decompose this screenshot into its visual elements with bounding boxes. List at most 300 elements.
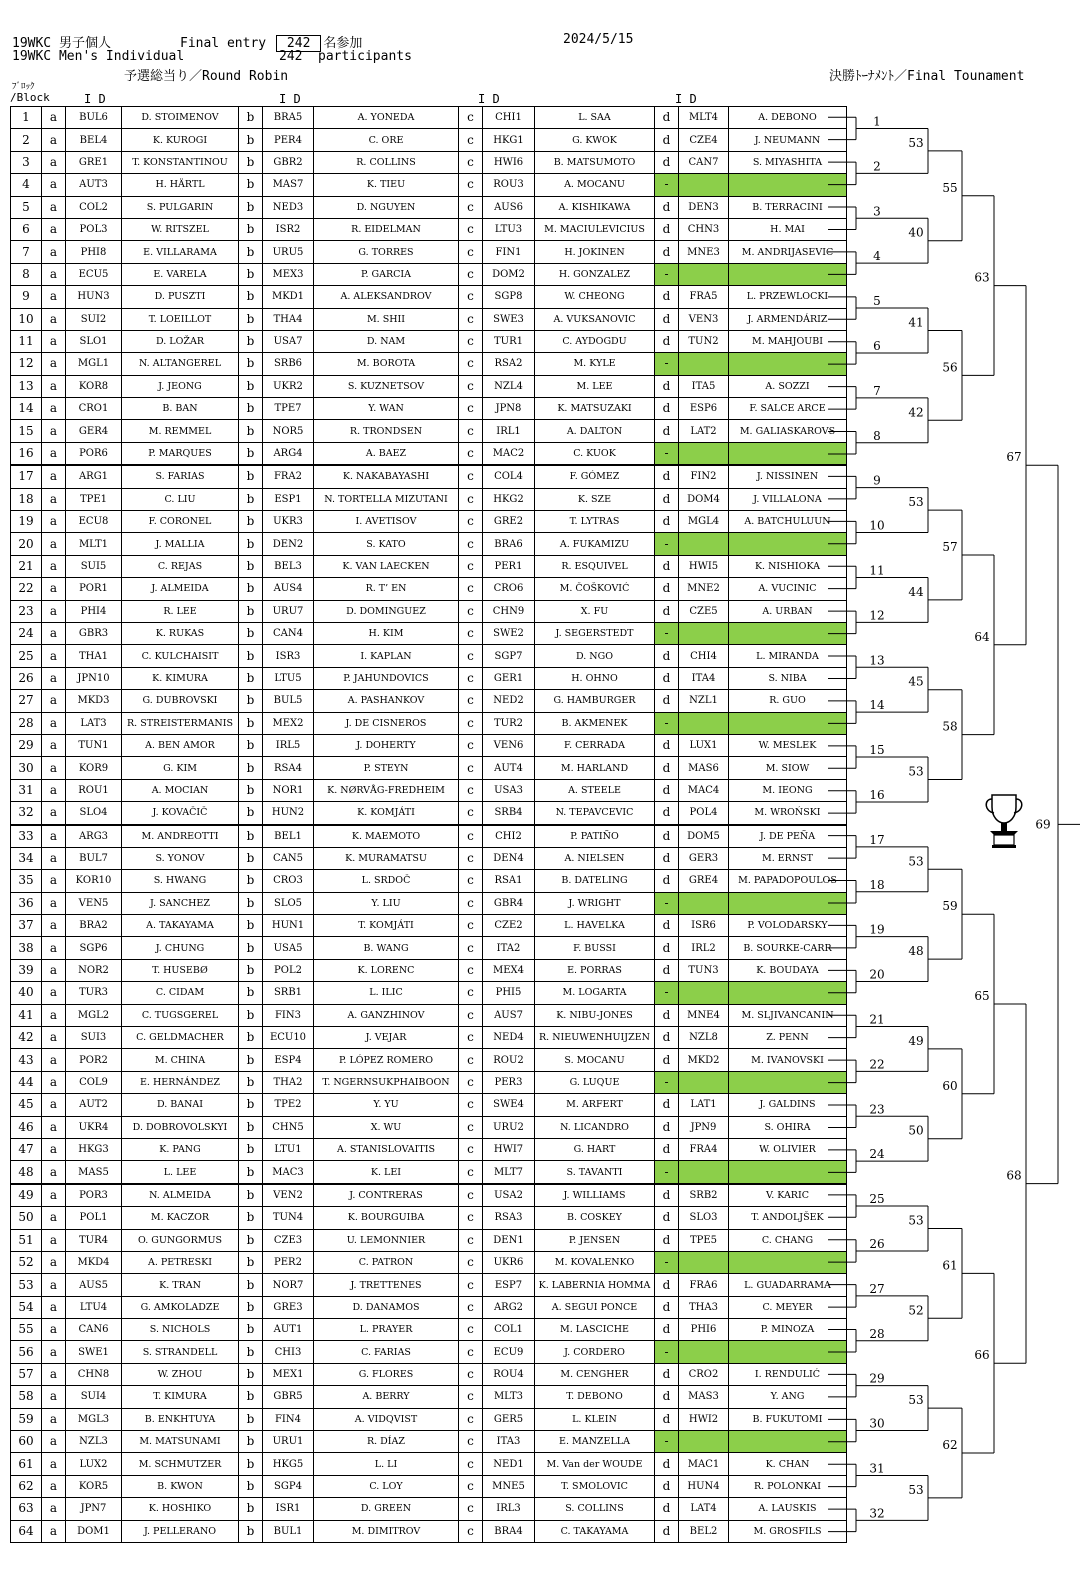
id-a: JPN10 bbox=[66, 667, 122, 689]
id-c: DEN1 bbox=[483, 1229, 535, 1251]
round3-label: 62 bbox=[942, 1438, 958, 1452]
name-a: W. RITSZEL bbox=[122, 218, 239, 240]
id-d: TUN3 bbox=[679, 959, 729, 981]
id-header-d: I D bbox=[675, 92, 697, 106]
id-a: TUR3 bbox=[66, 982, 122, 1004]
name-d: M. WROŃSKI bbox=[729, 802, 847, 825]
block-a: a bbox=[42, 1229, 66, 1251]
name-c: M. KOVALENKO bbox=[535, 1251, 655, 1273]
name-b: C. ORE bbox=[314, 129, 459, 151]
name-b: M. SHII bbox=[314, 308, 459, 330]
id-c: GER1 bbox=[483, 667, 535, 689]
block-b: b bbox=[239, 1498, 263, 1520]
name-a: C. TUGSGEREL bbox=[122, 1004, 239, 1026]
name-c: M. ČOŠKOVIĆ bbox=[535, 578, 655, 600]
name-a: S. FARIAS bbox=[122, 465, 239, 488]
id-a: CAN6 bbox=[66, 1319, 122, 1341]
round2-label: 53 bbox=[908, 1213, 924, 1228]
name-a: W. ZHOU bbox=[122, 1363, 239, 1385]
name-c: N. LICANDRO bbox=[535, 1116, 655, 1138]
id-a: MGL3 bbox=[66, 1408, 122, 1430]
block-c: c bbox=[459, 263, 483, 285]
name-b: A. PASHANKOV bbox=[314, 690, 459, 712]
block-a: a bbox=[42, 1475, 66, 1497]
id-d: ESP6 bbox=[679, 398, 729, 420]
name-d: M. IEONG bbox=[729, 779, 847, 801]
name-c: A. DALTON bbox=[535, 420, 655, 442]
block-d: d bbox=[655, 1274, 679, 1296]
id-a: BUL6 bbox=[66, 107, 122, 129]
row-number: 37 bbox=[11, 915, 42, 937]
block-a: a bbox=[42, 1251, 66, 1273]
name-a: M. ANDREOTTI bbox=[122, 825, 239, 848]
row-number: 32 bbox=[11, 802, 42, 825]
id-a: ARG1 bbox=[66, 465, 122, 488]
block-b: b bbox=[239, 465, 263, 488]
block-c: c bbox=[459, 667, 483, 689]
id-d: LAT4 bbox=[679, 1498, 729, 1520]
block-c: c bbox=[459, 555, 483, 577]
title-en: 19WKC Men's Individual bbox=[12, 49, 185, 64]
block-a: a bbox=[42, 1184, 66, 1207]
block-c: c bbox=[459, 442, 483, 465]
row-number: 35 bbox=[11, 870, 42, 892]
block-d: d bbox=[655, 825, 679, 848]
final-entry-count: 242 bbox=[276, 35, 321, 52]
name-b: L. PRAYER bbox=[314, 1319, 459, 1341]
name-d: J. DE PEÑA bbox=[729, 825, 847, 848]
id-b: LTU5 bbox=[263, 667, 314, 689]
round2-label: 53 bbox=[908, 854, 924, 869]
block-b: b bbox=[239, 1319, 263, 1341]
id-a: GBR3 bbox=[66, 622, 122, 644]
name-b: M. BOROTA bbox=[314, 353, 459, 375]
id-a: KOR5 bbox=[66, 1475, 122, 1497]
seed-label: 14 bbox=[869, 698, 885, 713]
row-number: 7 bbox=[11, 241, 42, 263]
block-c: c bbox=[459, 196, 483, 218]
block-d: d bbox=[655, 1475, 679, 1497]
name-b: K. MURAMATSU bbox=[314, 847, 459, 869]
block-d: - bbox=[655, 1431, 679, 1453]
id-a: COL2 bbox=[66, 196, 122, 218]
block-d: d bbox=[655, 511, 679, 533]
block-b: b bbox=[239, 107, 263, 129]
name-c: M. Van der WOUDE bbox=[535, 1453, 655, 1475]
block-d: d bbox=[655, 1296, 679, 1318]
id-a: MGL1 bbox=[66, 353, 122, 375]
name-c: H. GONZALEZ bbox=[535, 263, 655, 285]
name-a: D. PUSZTI bbox=[122, 286, 239, 308]
name-a: T. KONSTANTINOU bbox=[122, 151, 239, 173]
name-c: C. TAKAYAMA bbox=[535, 1520, 655, 1542]
block-b: b bbox=[239, 1431, 263, 1453]
id-b: GBR5 bbox=[263, 1386, 314, 1408]
name-b: Y. LIU bbox=[314, 892, 459, 914]
name-b: D. NGUYEN bbox=[314, 196, 459, 218]
name-b: S. KATO bbox=[314, 533, 459, 555]
block-d: - bbox=[655, 712, 679, 734]
seed-label: 12 bbox=[869, 608, 885, 623]
id-c: CHN9 bbox=[483, 600, 535, 622]
name-b: P. LÓPEZ ROMERO bbox=[314, 1049, 459, 1071]
id-d: LAT2 bbox=[679, 420, 729, 442]
block-b: b bbox=[239, 937, 263, 959]
id-a: SUI2 bbox=[66, 308, 122, 330]
id-b: ISR1 bbox=[263, 1498, 314, 1520]
id-d: MAC4 bbox=[679, 779, 729, 801]
row-number: 13 bbox=[11, 375, 42, 397]
block-b: b bbox=[239, 600, 263, 622]
block-c: c bbox=[459, 1363, 483, 1385]
block-b: b bbox=[239, 129, 263, 151]
row-number: 59 bbox=[11, 1408, 42, 1430]
block-c: c bbox=[459, 959, 483, 981]
name-a: M. REMMEL bbox=[122, 420, 239, 442]
id-c: MLT3 bbox=[483, 1386, 535, 1408]
id-d: CHN3 bbox=[679, 218, 729, 240]
id-b: HUN2 bbox=[263, 802, 314, 825]
id-c: RSA2 bbox=[483, 353, 535, 375]
name-c: M. KYLE bbox=[535, 353, 655, 375]
row-number: 3 bbox=[11, 151, 42, 173]
seed-label: 13 bbox=[869, 653, 885, 668]
block-d: d bbox=[655, 870, 679, 892]
block-b: b bbox=[239, 1094, 263, 1116]
id-c: SWE2 bbox=[483, 622, 535, 644]
id-c: HWI6 bbox=[483, 151, 535, 173]
block-label-jp: ﾌﾞﾛｯｸ bbox=[12, 82, 35, 92]
name-a: M. SCHMUTZER bbox=[122, 1453, 239, 1475]
block-b: b bbox=[239, 1004, 263, 1026]
name-d: K. NISHIOKA bbox=[729, 555, 847, 577]
seed-label: 9 bbox=[873, 473, 881, 488]
id-d: MAC1 bbox=[679, 1453, 729, 1475]
title-jp: 19WKC 男子個人 bbox=[12, 36, 111, 51]
block-c: c bbox=[459, 1341, 483, 1363]
name-a: P. MARQUES bbox=[122, 442, 239, 465]
name-c: L. HAVELKA bbox=[535, 915, 655, 937]
name-b: D. GREEN bbox=[314, 1498, 459, 1520]
name-a: C. KULCHAISIT bbox=[122, 645, 239, 667]
name-a: K. HOSHIKO bbox=[122, 1498, 239, 1520]
id-d: CZE5 bbox=[679, 600, 729, 622]
row-number: 27 bbox=[11, 690, 42, 712]
id-d: FRA6 bbox=[679, 1274, 729, 1296]
id-b: FIN3 bbox=[263, 1004, 314, 1026]
row-number: 24 bbox=[11, 622, 42, 644]
block-b: b bbox=[239, 1071, 263, 1093]
date: 2024/5/15 bbox=[563, 32, 634, 47]
id-c: HWI7 bbox=[483, 1138, 535, 1160]
id-a: SUI3 bbox=[66, 1027, 122, 1049]
name-b: G. TORRES bbox=[314, 241, 459, 263]
name-a: C. GELDMACHER bbox=[122, 1027, 239, 1049]
block-a: a bbox=[42, 1027, 66, 1049]
block-a: a bbox=[42, 555, 66, 577]
name-b: X. WU bbox=[314, 1116, 459, 1138]
id-c: NED4 bbox=[483, 1027, 535, 1049]
block-c: c bbox=[459, 420, 483, 442]
id-c: ARG2 bbox=[483, 1296, 535, 1318]
name-d: J. NISSINEN bbox=[729, 465, 847, 488]
id-c: ESP7 bbox=[483, 1274, 535, 1296]
name-c: M. CENGHER bbox=[535, 1363, 655, 1385]
id-a: VEN5 bbox=[66, 892, 122, 914]
block-a: a bbox=[42, 712, 66, 734]
id-a: MGL2 bbox=[66, 1004, 122, 1026]
row-number: 43 bbox=[11, 1049, 42, 1071]
row-number: 12 bbox=[11, 353, 42, 375]
name-c: A. STEELE bbox=[535, 779, 655, 801]
row-number: 64 bbox=[11, 1520, 42, 1542]
id-b: PER4 bbox=[263, 129, 314, 151]
name-a: S. PULGARIN bbox=[122, 196, 239, 218]
row-number: 5 bbox=[11, 196, 42, 218]
id-b: BUL1 bbox=[263, 1520, 314, 1542]
row-number: 11 bbox=[11, 330, 42, 352]
name-a: B. KWON bbox=[122, 1475, 239, 1497]
id-a: MLT1 bbox=[66, 533, 122, 555]
row-number: 16 bbox=[11, 442, 42, 465]
row-number: 10 bbox=[11, 308, 42, 330]
name-d: A. SOZZI bbox=[729, 375, 847, 397]
seed-label: 23 bbox=[869, 1102, 885, 1117]
id-d: HWI5 bbox=[679, 555, 729, 577]
name-a: K. KIMURA bbox=[122, 667, 239, 689]
row-number: 60 bbox=[11, 1431, 42, 1453]
id-b: AUS4 bbox=[263, 578, 314, 600]
block-d: d bbox=[655, 959, 679, 981]
row-number: 47 bbox=[11, 1138, 42, 1160]
id-b: CHN5 bbox=[263, 1116, 314, 1138]
round4-label: 65 bbox=[974, 989, 990, 1003]
block-c: c bbox=[459, 218, 483, 240]
name-a: J. MALLIA bbox=[122, 533, 239, 555]
id-a: POL3 bbox=[66, 218, 122, 240]
block-a: a bbox=[42, 263, 66, 285]
id-c: GBR4 bbox=[483, 892, 535, 914]
name-a: C. REJAS bbox=[122, 555, 239, 577]
id-a: LAT3 bbox=[66, 712, 122, 734]
name-b: J. VEJAR bbox=[314, 1027, 459, 1049]
block-c: c bbox=[459, 1453, 483, 1475]
id-a: PHI4 bbox=[66, 600, 122, 622]
name-a: M. MATSUNAMI bbox=[122, 1431, 239, 1453]
id-a: HUN3 bbox=[66, 286, 122, 308]
id-b: BEL1 bbox=[263, 825, 314, 848]
id-c: SGP7 bbox=[483, 645, 535, 667]
row-number: 63 bbox=[11, 1498, 42, 1520]
id-b: FIN4 bbox=[263, 1408, 314, 1430]
id-d: CRO2 bbox=[679, 1363, 729, 1385]
block-b: b bbox=[239, 330, 263, 352]
name-d: K. CHAN bbox=[729, 1453, 847, 1475]
block-c: c bbox=[459, 1207, 483, 1229]
name-a: J. ALMEIDA bbox=[122, 578, 239, 600]
id-d: NZL1 bbox=[679, 690, 729, 712]
block-c: c bbox=[459, 1138, 483, 1160]
name-d: M. SIOW bbox=[729, 757, 847, 779]
id-a: COL9 bbox=[66, 1071, 122, 1093]
name-c: G. HART bbox=[535, 1138, 655, 1160]
name-b: L. LI bbox=[314, 1453, 459, 1475]
name-c: S. TAVANTI bbox=[535, 1161, 655, 1184]
id-c: COL1 bbox=[483, 1319, 535, 1341]
id-a: GRE1 bbox=[66, 151, 122, 173]
name-d: J. ARMENDÁRIZ bbox=[729, 308, 847, 330]
id-a: ECU5 bbox=[66, 263, 122, 285]
seed-label: 7 bbox=[873, 383, 881, 398]
row-number: 42 bbox=[11, 1027, 42, 1049]
block-b: b bbox=[239, 1229, 263, 1251]
block-a: a bbox=[42, 1274, 66, 1296]
block-c: c bbox=[459, 1251, 483, 1273]
id-b: TPE7 bbox=[263, 398, 314, 420]
round4-label: 66 bbox=[974, 1348, 990, 1363]
block-d: d bbox=[655, 1498, 679, 1520]
block-b: b bbox=[239, 1161, 263, 1184]
block-d: d bbox=[655, 690, 679, 712]
id-b: THA2 bbox=[263, 1071, 314, 1093]
block-a: a bbox=[42, 330, 66, 352]
block-d: d bbox=[655, 398, 679, 420]
name-a: J. SANCHEZ bbox=[122, 892, 239, 914]
id-c: ROU3 bbox=[483, 174, 535, 196]
id-b: TPE2 bbox=[263, 1094, 314, 1116]
round2-label: 53 bbox=[908, 495, 924, 510]
block-c: c bbox=[459, 1296, 483, 1318]
block-a: a bbox=[42, 398, 66, 420]
block-b: b bbox=[239, 1408, 263, 1430]
name-d: S. MIYASHITA bbox=[729, 151, 847, 173]
block-c: c bbox=[459, 1004, 483, 1026]
block-a: a bbox=[42, 1138, 66, 1160]
round2-label: 44 bbox=[908, 584, 924, 599]
id-d: DOM4 bbox=[679, 488, 729, 510]
block-d: d bbox=[655, 330, 679, 352]
final-label: 69 bbox=[1035, 817, 1051, 832]
id-b: CRO3 bbox=[263, 870, 314, 892]
block-d: d bbox=[655, 151, 679, 173]
block-b: b bbox=[239, 959, 263, 981]
id-b: CZE3 bbox=[263, 1229, 314, 1251]
id-c: ECU9 bbox=[483, 1341, 535, 1363]
id-a: KOR8 bbox=[66, 375, 122, 397]
id-c: SGP8 bbox=[483, 286, 535, 308]
id-c: ROU4 bbox=[483, 1363, 535, 1385]
id-b: UKR3 bbox=[263, 511, 314, 533]
block-a: a bbox=[42, 847, 66, 869]
id-a: POR3 bbox=[66, 1184, 122, 1207]
block-b: b bbox=[239, 645, 263, 667]
name-c: K. LABERNIA HOMMA bbox=[535, 1274, 655, 1296]
id-c: BRA6 bbox=[483, 533, 535, 555]
block-d: - bbox=[655, 622, 679, 644]
block-b: b bbox=[239, 533, 263, 555]
id-a: MAS5 bbox=[66, 1161, 122, 1184]
name-c: S. COLLINS bbox=[535, 1498, 655, 1520]
seed-label: 32 bbox=[869, 1506, 885, 1521]
id-d: GER3 bbox=[679, 847, 729, 869]
name-c: A. NIELSEN bbox=[535, 847, 655, 869]
name-a: S. HWANG bbox=[122, 870, 239, 892]
id-b: ESP4 bbox=[263, 1049, 314, 1071]
name-b: K. MAEMOTO bbox=[314, 825, 459, 848]
name-d: R. POLONKAI bbox=[729, 1475, 847, 1497]
id-b: MAS7 bbox=[263, 174, 314, 196]
seed-label: 6 bbox=[873, 338, 881, 353]
seed-label: 2 bbox=[873, 159, 881, 174]
name-d: A. BATCHULUUN bbox=[729, 511, 847, 533]
seed-label: 26 bbox=[869, 1236, 885, 1251]
seed-label: 8 bbox=[873, 428, 881, 443]
block-c: c bbox=[459, 151, 483, 173]
id-c: NED2 bbox=[483, 690, 535, 712]
block-b: b bbox=[239, 779, 263, 801]
id-c: ROU2 bbox=[483, 1049, 535, 1071]
block-a: a bbox=[42, 825, 66, 848]
id-b: PER2 bbox=[263, 1251, 314, 1273]
name-c: B. COSKEY bbox=[535, 1207, 655, 1229]
name-a: K. TRAN bbox=[122, 1274, 239, 1296]
id-a: THA1 bbox=[66, 645, 122, 667]
id-a: LUX2 bbox=[66, 1453, 122, 1475]
id-c: BRA4 bbox=[483, 1520, 535, 1542]
id-header-a: I D bbox=[84, 92, 106, 106]
row-number: 20 bbox=[11, 533, 42, 555]
id-c: PHI5 bbox=[483, 982, 535, 1004]
block-d: - bbox=[655, 442, 679, 465]
id-d: SLO3 bbox=[679, 1207, 729, 1229]
block-c: c bbox=[459, 1027, 483, 1049]
id-c: USA3 bbox=[483, 779, 535, 801]
name-c: R. ESQUIVEL bbox=[535, 555, 655, 577]
block-b: b bbox=[239, 442, 263, 465]
name-b: A. BERRY bbox=[314, 1386, 459, 1408]
name-b: R. EIDELMAN bbox=[314, 218, 459, 240]
row-number: 2 bbox=[11, 129, 42, 151]
name-b: K. TIEU bbox=[314, 174, 459, 196]
name-d: L. GUADARRAMA bbox=[729, 1274, 847, 1296]
id-b: MEX1 bbox=[263, 1363, 314, 1385]
id-c: SWE4 bbox=[483, 1094, 535, 1116]
seed-label: 4 bbox=[873, 249, 881, 264]
name-b: B. WANG bbox=[314, 937, 459, 959]
id-b: UKR2 bbox=[263, 375, 314, 397]
block-a: a bbox=[42, 196, 66, 218]
name-d: M. GALIASKAROVS bbox=[729, 420, 847, 442]
name-a: O. GUNGORMUS bbox=[122, 1229, 239, 1251]
name-c: A. SEGUI PONCE bbox=[535, 1296, 655, 1318]
id-b: GRE3 bbox=[263, 1296, 314, 1318]
name-c: P. JENSEN bbox=[535, 1229, 655, 1251]
seed-label: 20 bbox=[869, 967, 885, 982]
name-c: P. PATIÑO bbox=[535, 825, 655, 848]
block-b: b bbox=[239, 870, 263, 892]
seed-label: 29 bbox=[869, 1371, 885, 1386]
block-d: d bbox=[655, 1138, 679, 1160]
name-b: L. ILIC bbox=[314, 982, 459, 1004]
id-b: HKG5 bbox=[263, 1453, 314, 1475]
round5-label: 68 bbox=[1006, 1168, 1022, 1183]
row-number: 21 bbox=[11, 555, 42, 577]
row-number: 18 bbox=[11, 488, 42, 510]
name-c: K. NIBU-JONES bbox=[535, 1004, 655, 1026]
name-a: K. PANG bbox=[122, 1138, 239, 1160]
block-a: a bbox=[42, 174, 66, 196]
id-b: GBR2 bbox=[263, 151, 314, 173]
